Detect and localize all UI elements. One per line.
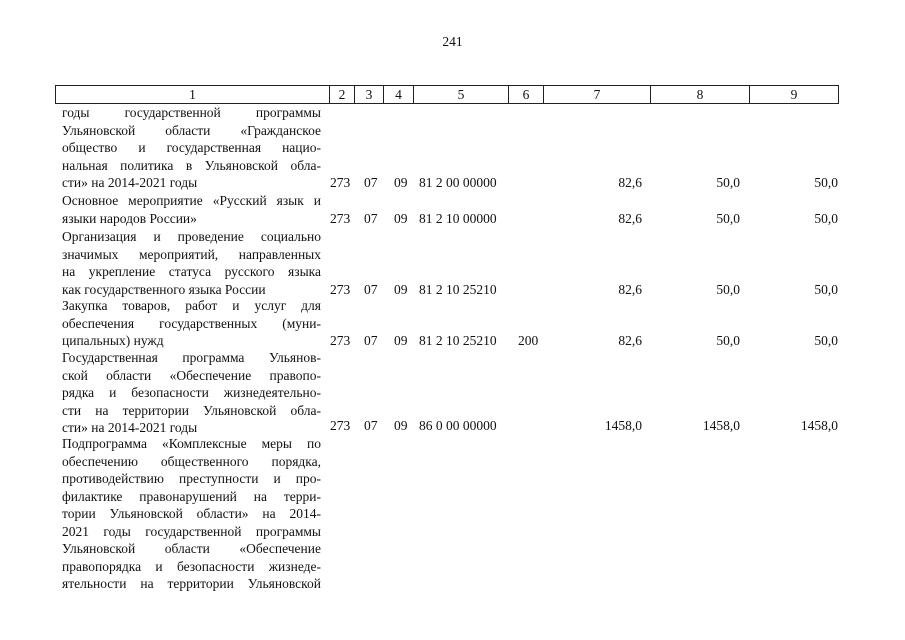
desc-line: годы государственной программы (62, 105, 321, 120)
cell-c3: 07 (364, 418, 378, 433)
cell-c5: 86 0 00 00000 (419, 418, 497, 433)
cell-c2: 273 (330, 418, 351, 433)
desc-line: ятельности на территории Ульяновской (62, 576, 321, 591)
desc-line: ципальных) нужд (62, 333, 164, 348)
row-description (62, 192, 321, 227)
desc-line: языки народов России» (62, 210, 197, 226)
cell-c4: 09 (394, 418, 408, 433)
table-header (55, 85, 839, 104)
cell-c4: 09 (394, 281, 408, 297)
cell-c7: 1458,0 (604, 418, 642, 433)
cell-c9: 50,0 (814, 175, 838, 190)
desc-line: Закупка товаров, работ и услуг для (62, 298, 321, 313)
cell-c9: 1458,0 (800, 418, 838, 433)
row-description (62, 104, 321, 192)
header-col-1: 1 (56, 86, 330, 103)
desc-line: на укрепление статуса русского языка (62, 264, 321, 279)
header-col-8: 8 (651, 86, 750, 103)
row-description (62, 228, 321, 298)
cell-c3: 07 (364, 175, 378, 190)
row-description (62, 297, 321, 350)
desc-line: Ульяновской области «Гражданское (62, 122, 321, 138)
desc-line: противодействию преступности и про- (62, 471, 321, 486)
cell-c4: 09 (394, 333, 408, 348)
cell-c4: 09 (394, 210, 408, 226)
cell-c5: 81 2 10 25210 (419, 333, 497, 348)
desc-line: обеспечения государственных (муни- (62, 315, 321, 331)
header-col-2: 2 (330, 86, 355, 103)
header-col-3: 3 (355, 86, 384, 103)
desc-line: Ульяновской области «Обеспечение (62, 541, 321, 556)
desc-line: обеспечению общественного порядка, (62, 453, 321, 469)
cell-c2: 273 (330, 175, 351, 190)
desc-line: правопорядка и безопасности жизнеде- (62, 558, 321, 574)
cell-c5: 81 2 10 25210 (419, 281, 497, 297)
page-number: 241 (442, 34, 463, 49)
cell-c9: 50,0 (814, 281, 838, 297)
desc-line: филактике правонарушений на терри- (62, 488, 321, 504)
desc-line: как государственного языка России (62, 281, 266, 297)
cell-c7: 82,6 (618, 333, 642, 348)
desc-line: значимых мероприятий, направленных (62, 246, 321, 262)
desc-line: рядка и безопасности жизнедеятельно- (62, 385, 321, 400)
cell-c8: 50,0 (716, 210, 740, 226)
desc-line: сти» на 2014-2021 годы (62, 420, 198, 435)
cell-c7: 82,6 (618, 175, 642, 190)
desc-line: общество и государственная нацио- (62, 140, 321, 155)
desc-line: сти на территории Ульяновской обла- (62, 402, 321, 418)
desc-line: 2021 годы государственной программы (62, 523, 321, 539)
cell-c2: 273 (330, 333, 351, 348)
cell-c8: 1458,0 (702, 418, 740, 433)
header-col-6: 6 (509, 86, 544, 103)
cell-c8: 50,0 (716, 281, 740, 297)
desc-line: Основное мероприятие «Русский язык и (62, 193, 321, 208)
desc-line: ской области «Обеспечение правопо- (62, 367, 321, 383)
cell-c4: 09 (394, 175, 408, 190)
header-col-9: 9 (750, 86, 839, 103)
cell-c3: 07 (364, 281, 378, 297)
cell-c2: 273 (330, 210, 351, 226)
desc-line: Организация и проведение социально (62, 229, 321, 244)
cell-c8: 50,0 (716, 333, 740, 348)
cell-c8: 50,0 (716, 175, 740, 190)
row-description (62, 435, 321, 593)
desc-line: тории Ульяновской области» на 2014- (62, 506, 321, 521)
cell-c3: 07 (364, 333, 378, 348)
cell-c9: 50,0 (814, 333, 838, 348)
desc-line: сти» на 2014-2021 годы (62, 175, 198, 190)
cell-c7: 82,6 (618, 281, 642, 297)
cell-c5: 81 2 10 00000 (419, 210, 497, 226)
desc-line: Государственная программа Ульянов- (62, 350, 321, 365)
row-description (62, 349, 321, 437)
cell-c5: 81 2 00 00000 (419, 175, 497, 190)
desc-line: Подпрограмма «Комплексные меры по (62, 436, 321, 451)
desc-line: нальная политика в Ульяновской обла- (62, 157, 321, 173)
cell-c6: 200 (518, 333, 539, 348)
cell-c9: 50,0 (814, 210, 838, 226)
header-col-7: 7 (544, 86, 651, 103)
cell-c7: 82,6 (618, 210, 642, 226)
header-col-5: 5 (414, 86, 509, 103)
cell-c3: 07 (364, 210, 378, 226)
header-col-4: 4 (384, 86, 414, 103)
cell-c2: 273 (330, 281, 351, 297)
